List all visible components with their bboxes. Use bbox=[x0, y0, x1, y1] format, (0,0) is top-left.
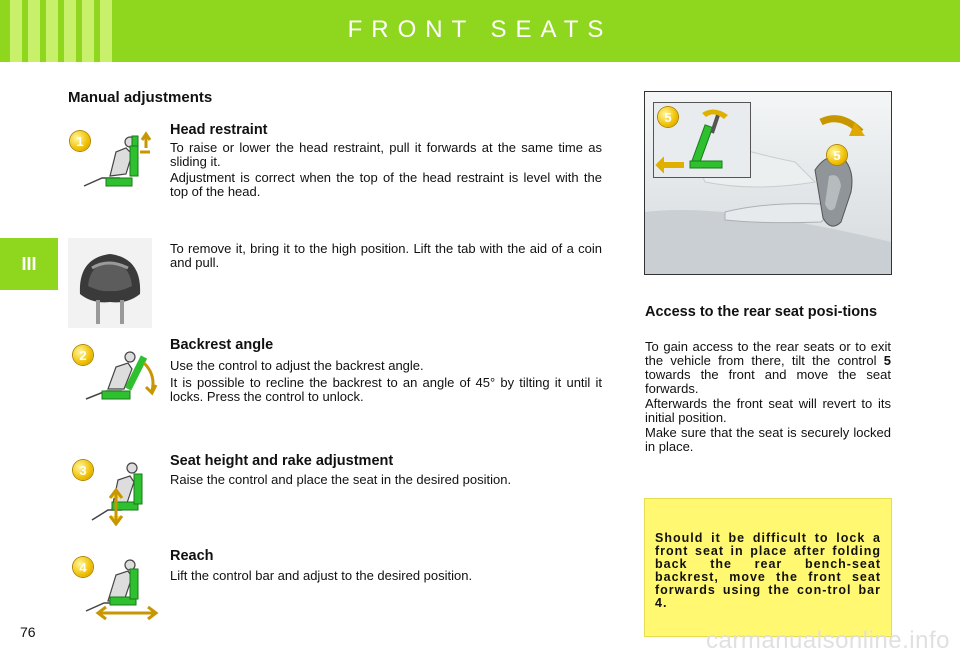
seat-control-photo bbox=[644, 91, 892, 275]
chapter-tab[interactable]: III bbox=[0, 238, 58, 290]
warning-box bbox=[644, 498, 892, 637]
step-badge-4: 4 bbox=[73, 557, 93, 577]
head-restraint-photo bbox=[68, 238, 152, 328]
step-badge-3: 3 bbox=[73, 460, 93, 480]
page-number: 76 bbox=[20, 624, 36, 640]
reach-title: Reach bbox=[170, 548, 214, 564]
reach-icon bbox=[82, 555, 162, 621]
head-restraint-icon bbox=[80, 128, 160, 192]
step-badge-1: 1 bbox=[70, 131, 90, 151]
section-title: Manual adjustments bbox=[68, 89, 213, 106]
access-para-1 bbox=[645, 340, 891, 396]
photo-badge-b: 5 bbox=[827, 145, 847, 165]
access-para-2: Afterwards the front seat will revert to its initial position. bbox=[645, 396, 891, 425]
page-header bbox=[0, 0, 960, 62]
access-para-1-pre: To gain access to the rear seats or to exit the vehicle from there, tilt the control bbox=[645, 339, 891, 368]
backrest-angle-title: Backrest angle bbox=[170, 337, 274, 353]
watermark: carmanualsonline.info bbox=[706, 627, 950, 654]
reach-para-1: Lift the control bar and adjust to the desired position. bbox=[170, 568, 473, 583]
head-restraint-para-1: To raise or lower the head restraint, pull it forwards at the same time as sliding it. bbox=[170, 140, 602, 169]
access-para-1-bold: 5 bbox=[883, 353, 891, 368]
access-title: Access to the rear seat posi-tions bbox=[645, 304, 878, 320]
head-restraint-title: Head restraint bbox=[170, 122, 268, 138]
backrest-angle-para-1: Use the control to adjust the backrest angle. bbox=[170, 358, 424, 373]
seat-height-para-1: Raise the control and place the seat in the desired position. bbox=[170, 472, 512, 487]
page-title: FRONT SEATS bbox=[347, 16, 613, 43]
backrest-angle-para-2: It is possible to recline the backrest to an angle of 45° by tilting it until it locks. Press the control to unlock. bbox=[170, 375, 602, 404]
seat-height-title: Seat height and rake adjustment bbox=[170, 453, 394, 469]
access-para-1-post: towards the front and move the seat forwards. bbox=[645, 367, 891, 396]
backrest-angle-icon bbox=[82, 345, 162, 405]
seat-height-icon bbox=[88, 456, 158, 526]
head-restraint-para-2: Adjustment is correct when the top of the head restraint is level with the top of the head. bbox=[170, 170, 602, 199]
photo-badge-a: 5 bbox=[658, 107, 678, 127]
step-badge-2: 2 bbox=[73, 345, 93, 365]
access-para-3: Make sure that the seat is securely locked in place. bbox=[645, 425, 891, 454]
head-restraint-para-3: To remove it, bring it to the high position. Lift the tab with the aid of a coin and pull. bbox=[170, 241, 602, 270]
warning-text: Should it be difficult to lock a front seat in place after folding back the rear bench-seat backrest, move the front seat forwards using the con-trol bar 4. bbox=[655, 531, 881, 610]
